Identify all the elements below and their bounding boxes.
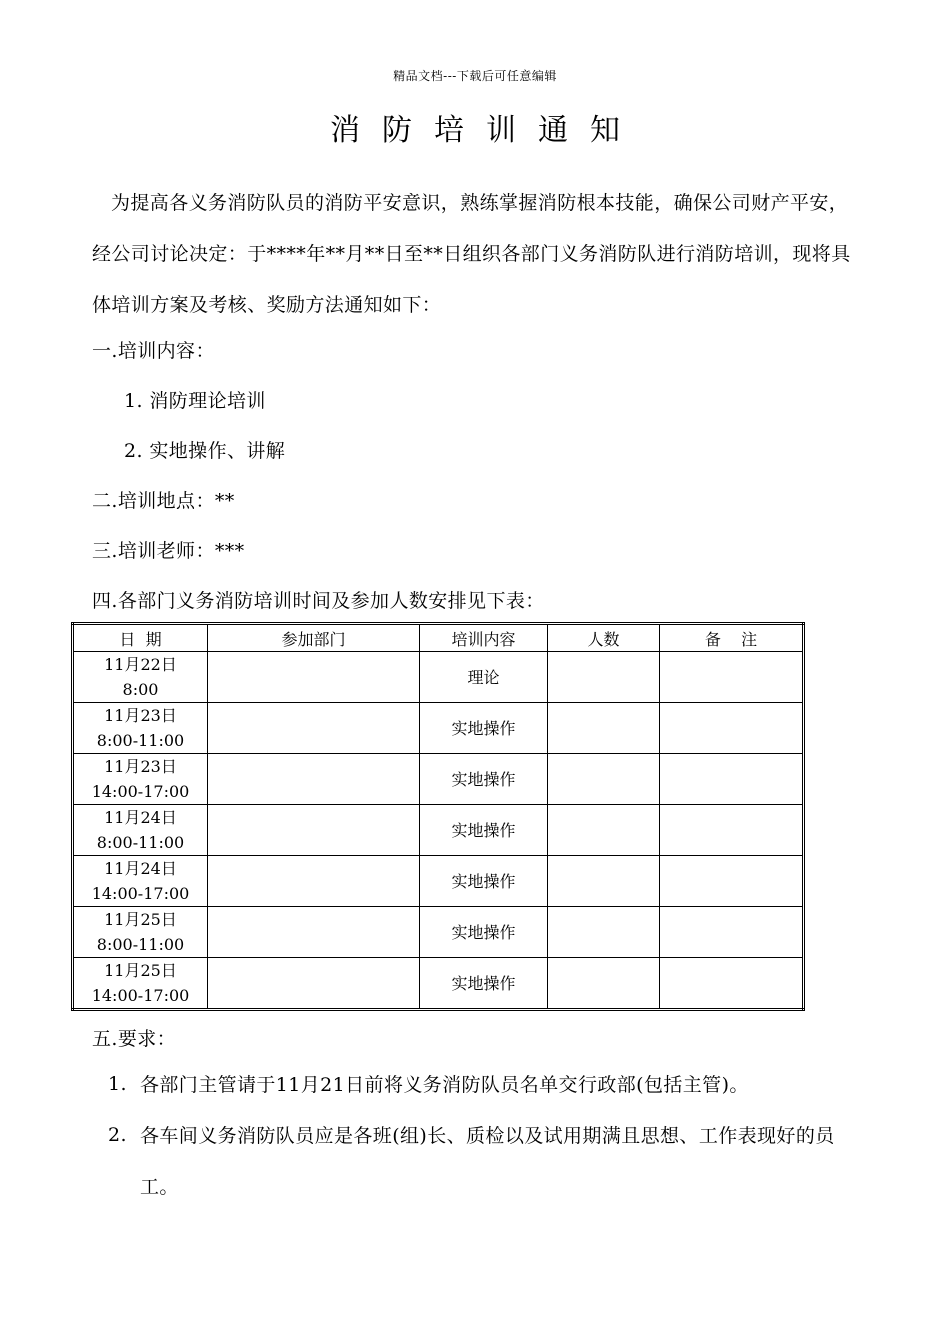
count-cell — [548, 652, 660, 703]
table-row — [73, 703, 804, 754]
schedule-table — [71, 622, 805, 1011]
time: 14:00-17:00 — [91, 782, 190, 801]
page-title: 消防培训通知 — [330, 113, 642, 148]
section1-item-1: 1. 消防理论培训 — [124, 390, 266, 412]
count-cell — [548, 754, 660, 805]
requirement-2 — [108, 1111, 858, 1213]
header-content: 培训内容 — [420, 624, 548, 652]
section1-item-2: 2. 实地操作、讲解 — [124, 440, 286, 462]
table-row — [73, 805, 804, 856]
note-cell — [660, 805, 804, 856]
date: 11月24日 — [104, 859, 177, 878]
note-cell — [660, 907, 804, 958]
requirement-text: 各部门主管请于11月21日前将义务消防队员名单交行政部(包括主管)。 — [140, 1074, 749, 1096]
requirement-number: 2. — [108, 1124, 127, 1146]
section2-location: 二.培训地点：** — [92, 490, 235, 512]
content-cell: 实地操作 — [420, 856, 548, 907]
table-header-row — [73, 624, 804, 652]
dept-cell — [208, 703, 420, 754]
table-row — [73, 856, 804, 907]
intro-paragraph: 为提高各义务消防队员的消防平安意识，熟练掌握消防根本技能，确保公司财产平安，经公司讨论决定：于****年**月**日至**日组织各部门义务消防队进行消防培训，现将具体培训方案及考核、奖励方法通知如下： — [92, 192, 851, 316]
date-cell — [73, 754, 208, 805]
header-count: 人数 — [548, 624, 660, 652]
time: 8:00-11:00 — [96, 833, 185, 852]
time: 8:00 — [122, 680, 159, 699]
header-date: 日 期 — [73, 624, 208, 652]
section4-heading: 四.各部门义务消防培训时间及参加人数安排见下表： — [92, 590, 545, 612]
dept-cell — [208, 856, 420, 907]
table-row — [73, 907, 804, 958]
dept-cell — [208, 754, 420, 805]
count-cell — [548, 907, 660, 958]
date: 11月23日 — [104, 706, 177, 725]
date: 11月25日 — [104, 910, 177, 929]
date: 11月24日 — [104, 808, 177, 827]
date: 11月23日 — [104, 757, 177, 776]
table-row — [73, 958, 804, 1010]
content-cell: 理论 — [420, 652, 548, 703]
content-cell: 实地操作 — [420, 805, 548, 856]
note-cell — [660, 856, 804, 907]
time: 14:00-17:00 — [91, 884, 190, 903]
requirement-text: 各车间义务消防队员应是各班(组)长、质检以及试用期满且思想、工作表现好的员工。 — [140, 1125, 835, 1198]
date: 11月25日 — [104, 961, 177, 980]
date: 11月22日 — [104, 655, 177, 674]
dept-cell — [208, 805, 420, 856]
dept-cell — [208, 958, 420, 1010]
requirement-number: 1. — [108, 1073, 127, 1095]
date-cell — [73, 652, 208, 703]
time: 14:00-17:00 — [91, 986, 190, 1005]
note-cell — [660, 754, 804, 805]
header-dept: 参加部门 — [208, 624, 420, 652]
note-cell — [660, 652, 804, 703]
content-cell: 实地操作 — [420, 907, 548, 958]
header-note: 精品文档---下载后可任意编辑 — [393, 69, 557, 83]
date-cell — [73, 805, 208, 856]
table-row — [73, 754, 804, 805]
content-cell: 实地操作 — [420, 703, 548, 754]
header-note: 备 注 — [660, 624, 804, 652]
date-cell — [73, 907, 208, 958]
dept-cell — [208, 652, 420, 703]
content-cell: 实地操作 — [420, 958, 548, 1010]
date-cell — [73, 958, 208, 1010]
count-cell — [548, 856, 660, 907]
requirement-1 — [108, 1060, 858, 1111]
note-cell — [660, 703, 804, 754]
section1-heading: 一.培训内容： — [92, 340, 215, 362]
note-cell — [660, 958, 804, 1010]
content-cell: 实地操作 — [420, 754, 548, 805]
count-cell — [548, 805, 660, 856]
date-cell — [73, 703, 208, 754]
date-cell — [73, 856, 208, 907]
time: 8:00-11:00 — [96, 731, 185, 750]
time: 8:00-11:00 — [96, 935, 185, 954]
dept-cell — [208, 907, 420, 958]
count-cell — [548, 958, 660, 1010]
section3-teacher: 三.培训老师：*** — [92, 540, 245, 562]
section5-heading: 五.要求： — [92, 1028, 177, 1050]
count-cell — [548, 703, 660, 754]
table-row — [73, 652, 804, 703]
